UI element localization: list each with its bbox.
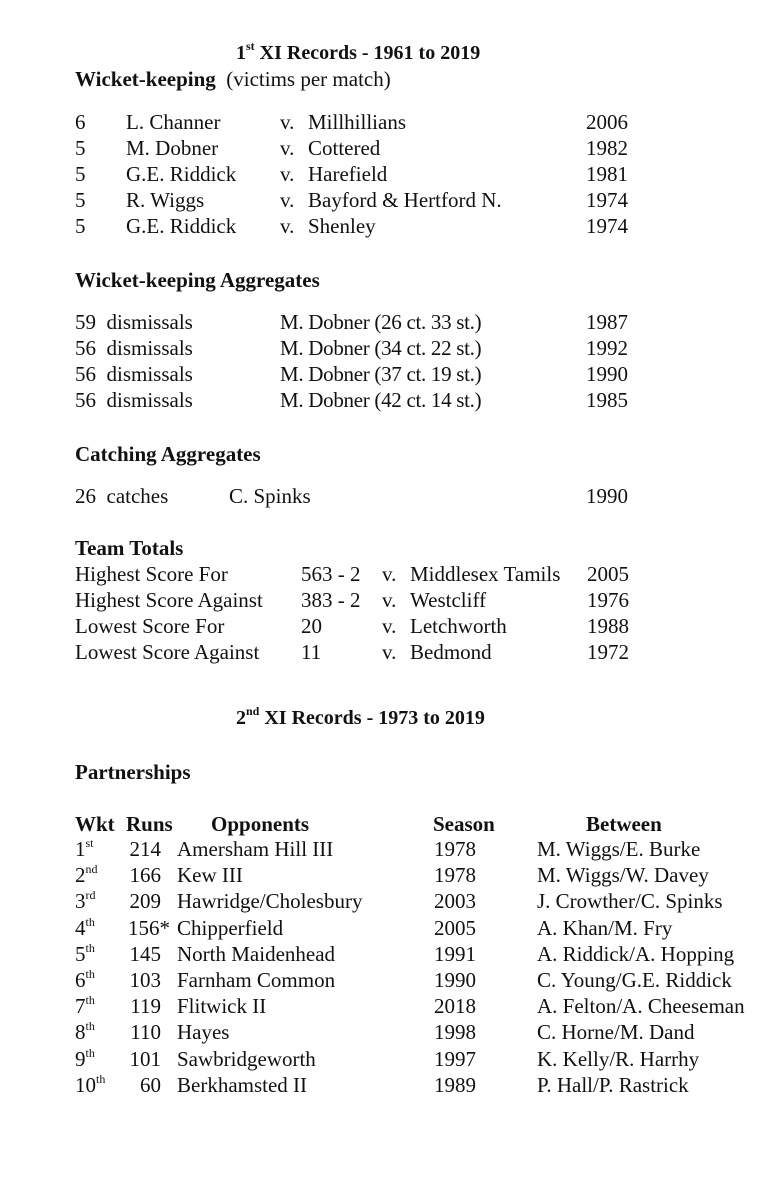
wk-keeper-name: G.E. Riddick xyxy=(126,214,237,238)
wk-year: 1974 xyxy=(586,188,628,212)
partnership-runs: 209 xyxy=(129,889,161,914)
partnership-wicket-number: 6 xyxy=(75,968,86,992)
wk-victims: 5 xyxy=(75,162,86,186)
wkagg-count: 59 dismissals xyxy=(75,310,193,334)
wkagg-year: 1987 xyxy=(586,310,628,334)
partnership-wicket-suffix: th xyxy=(85,940,95,955)
wk-opponent: Shenley xyxy=(308,214,376,238)
partnership-wicket-suffix: th xyxy=(96,1071,106,1086)
partnership-wicket-number: 4 xyxy=(75,915,86,940)
team-year: 2005 xyxy=(587,562,629,586)
team-label: Lowest Score For xyxy=(75,614,225,638)
partnership-between: C. Horne/M. Dand xyxy=(537,1020,695,1045)
team-opponent: Middlesex Tamils xyxy=(410,562,561,586)
partnership-wicket xyxy=(75,862,98,888)
wicket-keeping-aggregates-heading: Wicket-keeping Aggregates xyxy=(75,268,320,292)
partnership-wicket-number: 5 xyxy=(75,941,86,966)
partnership-wicket-number: 7 xyxy=(75,994,86,1019)
team-score: 20 xyxy=(301,614,322,638)
team-versus: v. xyxy=(382,614,397,638)
partnership-wicket-number: 9 xyxy=(75,1046,86,1071)
wk-versus: v. xyxy=(280,188,295,212)
partnership-between: A. Felton/A. Cheeseman xyxy=(537,994,745,1019)
wk-versus: v. xyxy=(280,110,295,134)
partnership-wicket-suffix: nd xyxy=(85,862,98,877)
partnership-opponent: Kew III xyxy=(177,863,243,888)
partnership-opponent: Sawbridgeworth xyxy=(177,1046,316,1071)
wk-keeper-name: M. Dobner xyxy=(126,136,219,160)
wk-victims: 5 xyxy=(75,188,86,212)
partnership-wicket-suffix: th xyxy=(85,993,95,1008)
partnership-wicket-suffix: th xyxy=(85,914,95,929)
partnership-opponent: Farnham Common xyxy=(177,968,336,992)
partnership-runs: 166 xyxy=(129,863,161,888)
partnership-runs: 101 xyxy=(129,1046,161,1071)
partnership-wicket-suffix: th xyxy=(85,1019,95,1034)
partnership-opponent: Hayes xyxy=(177,1020,230,1045)
partnership-opponent: Amersham Hill III xyxy=(177,837,334,861)
partnership-wicket-number: 3 xyxy=(75,889,86,914)
partnership-wicket-number: 2 xyxy=(75,863,86,888)
partnership-runs: 60 xyxy=(140,1072,161,1097)
partnership-wicket xyxy=(75,1019,95,1045)
team-year: 1972 xyxy=(587,640,629,664)
team-versus: v. xyxy=(382,640,397,664)
partnership-wicket-suffix: rd xyxy=(85,888,96,903)
partnership-opponent: Hawridge/Cholesbury xyxy=(177,889,363,914)
partnership-season: 1989 xyxy=(434,1072,476,1097)
partnership-season: 1998 xyxy=(434,1020,476,1045)
partnership-wicket xyxy=(75,836,94,862)
wkagg-count: 56 dismissals xyxy=(75,362,193,386)
col-header-runs: Runs xyxy=(126,812,173,836)
partnership-wicket xyxy=(75,915,95,941)
partnership-opponent: Chipperfield xyxy=(177,915,284,940)
partnership-season: 1997 xyxy=(434,1046,476,1071)
team-opponent: Westcliff xyxy=(410,588,487,612)
wkagg-count: 56 dismissals xyxy=(75,336,193,360)
partnership-runs: 156* xyxy=(128,915,170,940)
col-header-season: Season xyxy=(433,812,495,836)
partnership-season: 1990 xyxy=(434,968,476,992)
partnership-wicket xyxy=(75,888,96,914)
catch-count: 26 catches xyxy=(75,484,169,508)
partnership-runs: 103 xyxy=(129,968,161,992)
wk-opponent: Bayford & Hertford N. xyxy=(308,188,502,212)
partnership-between: M. Wiggs/E. Burke xyxy=(537,837,701,861)
partnership-between: C. Young/G.E. Riddick xyxy=(537,968,732,992)
wk-keeper-name: L. Channer xyxy=(126,110,221,134)
wk-victims: 6 xyxy=(75,110,86,134)
team-label: Highest Score Against xyxy=(75,588,263,612)
col-header-between: Between xyxy=(586,812,662,836)
partnership-wicket xyxy=(75,1046,95,1072)
partnership-wicket-number: 8 xyxy=(75,1020,86,1045)
wk-year: 1974 xyxy=(586,214,628,238)
wkagg-detail: M. Dobner (26 ct. 33 st.) xyxy=(280,310,482,334)
catch-name: C. Spinks xyxy=(229,484,311,508)
partnership-between: A. Khan/M. Fry xyxy=(537,915,673,940)
partnership-opponent: Berkhamsted II xyxy=(177,1072,308,1097)
wk-opponent: Cottered xyxy=(308,136,381,160)
partnership-wicket-number: 10 xyxy=(75,1072,96,1097)
wkagg-year: 1990 xyxy=(586,362,628,386)
wkagg-detail: M. Dobner (42 ct. 14 st.) xyxy=(280,388,482,412)
team-versus: v. xyxy=(382,588,397,612)
team-label: Lowest Score Against xyxy=(75,640,260,664)
partnership-wicket-suffix: th xyxy=(85,967,95,981)
partnership-runs: 110 xyxy=(130,1020,161,1045)
partnership-runs: 119 xyxy=(130,994,161,1019)
partnership-between: M. Wiggs/W. Davey xyxy=(537,863,709,888)
wk-year: 2006 xyxy=(586,110,628,134)
partnership-season: 2018 xyxy=(434,994,476,1019)
partnership-season: 1978 xyxy=(434,837,476,861)
wicket-keeping-subheading: (victims per match) xyxy=(226,67,391,91)
wk-versus: v. xyxy=(280,136,295,160)
partnership-wicket xyxy=(75,941,95,967)
partnership-between: J. Crowther/C. Spinks xyxy=(537,889,723,914)
catching-aggregates-heading: Catching Aggregates xyxy=(75,442,261,466)
team-year: 1988 xyxy=(587,614,629,638)
wkagg-year: 1992 xyxy=(586,336,628,360)
col-header-opponents: Opponents xyxy=(211,812,310,836)
wk-keeper-name: R. Wiggs xyxy=(126,188,205,212)
wk-versus: v. xyxy=(280,214,295,238)
team-opponent: Bedmond xyxy=(410,640,492,664)
partnership-season: 1991 xyxy=(434,941,476,966)
partnership-wicket xyxy=(75,1072,105,1098)
partnership-wicket-number: 1 xyxy=(75,837,86,861)
partnership-wicket xyxy=(75,967,95,993)
team-label: Highest Score For xyxy=(75,562,228,586)
partnership-runs: 214 xyxy=(129,837,161,861)
partnership-wicket-suffix: th xyxy=(85,1045,95,1060)
wk-victims: 5 xyxy=(75,136,86,160)
wk-year: 1982 xyxy=(586,136,628,160)
partnership-season: 2005 xyxy=(434,915,476,940)
wkagg-count: 56 dismissals xyxy=(75,388,193,412)
partnership-runs: 145 xyxy=(129,941,161,966)
partnership-season: 1978 xyxy=(434,863,476,888)
wk-opponent: Millhillians xyxy=(308,110,407,134)
team-score: 563 - 2 xyxy=(301,562,361,586)
first-xi-title: 1st XI Records - 1961 to 2019 xyxy=(236,39,481,64)
team-score: 383 - 2 xyxy=(301,588,361,612)
partnership-wicket-suffix: st xyxy=(85,836,94,850)
partnership-opponent: Flitwick II xyxy=(177,994,267,1019)
wkagg-detail: M. Dobner (37 ct. 19 st.) xyxy=(280,362,482,386)
catch-year: 1990 xyxy=(586,484,628,508)
wk-victims: 5 xyxy=(75,214,86,238)
partnership-between: A. Riddick/A. Hopping xyxy=(537,941,735,966)
partnership-wicket xyxy=(75,993,95,1019)
partnerships-heading: Partnerships xyxy=(75,760,191,784)
wk-versus: v. xyxy=(280,162,295,186)
wicket-keeping-heading: Wicket-keeping (victims per match) xyxy=(75,67,391,91)
wk-keeper-name: G.E. Riddick xyxy=(126,162,237,186)
team-versus: v. xyxy=(382,562,397,586)
partnership-season: 2003 xyxy=(434,889,476,914)
partnership-between: P. Hall/P. Rastrick xyxy=(537,1072,689,1097)
wkagg-detail: M. Dobner (34 ct. 22 st.) xyxy=(280,336,482,360)
team-score: 11 xyxy=(301,640,322,664)
team-opponent: Letchworth xyxy=(410,614,507,638)
partnership-opponent: North Maidenhead xyxy=(177,941,336,966)
second-xi-title: 2nd XI Records - 1973 to 2019 xyxy=(236,704,485,729)
wk-year: 1981 xyxy=(586,162,628,186)
wk-opponent: Harefield xyxy=(308,162,388,186)
team-year: 1976 xyxy=(587,588,629,612)
wkagg-year: 1985 xyxy=(586,388,628,412)
team-totals-heading: Team Totals xyxy=(75,536,184,560)
col-header-wkt: Wkt xyxy=(75,812,115,836)
partnership-between: K. Kelly/R. Harrhy xyxy=(537,1046,700,1071)
